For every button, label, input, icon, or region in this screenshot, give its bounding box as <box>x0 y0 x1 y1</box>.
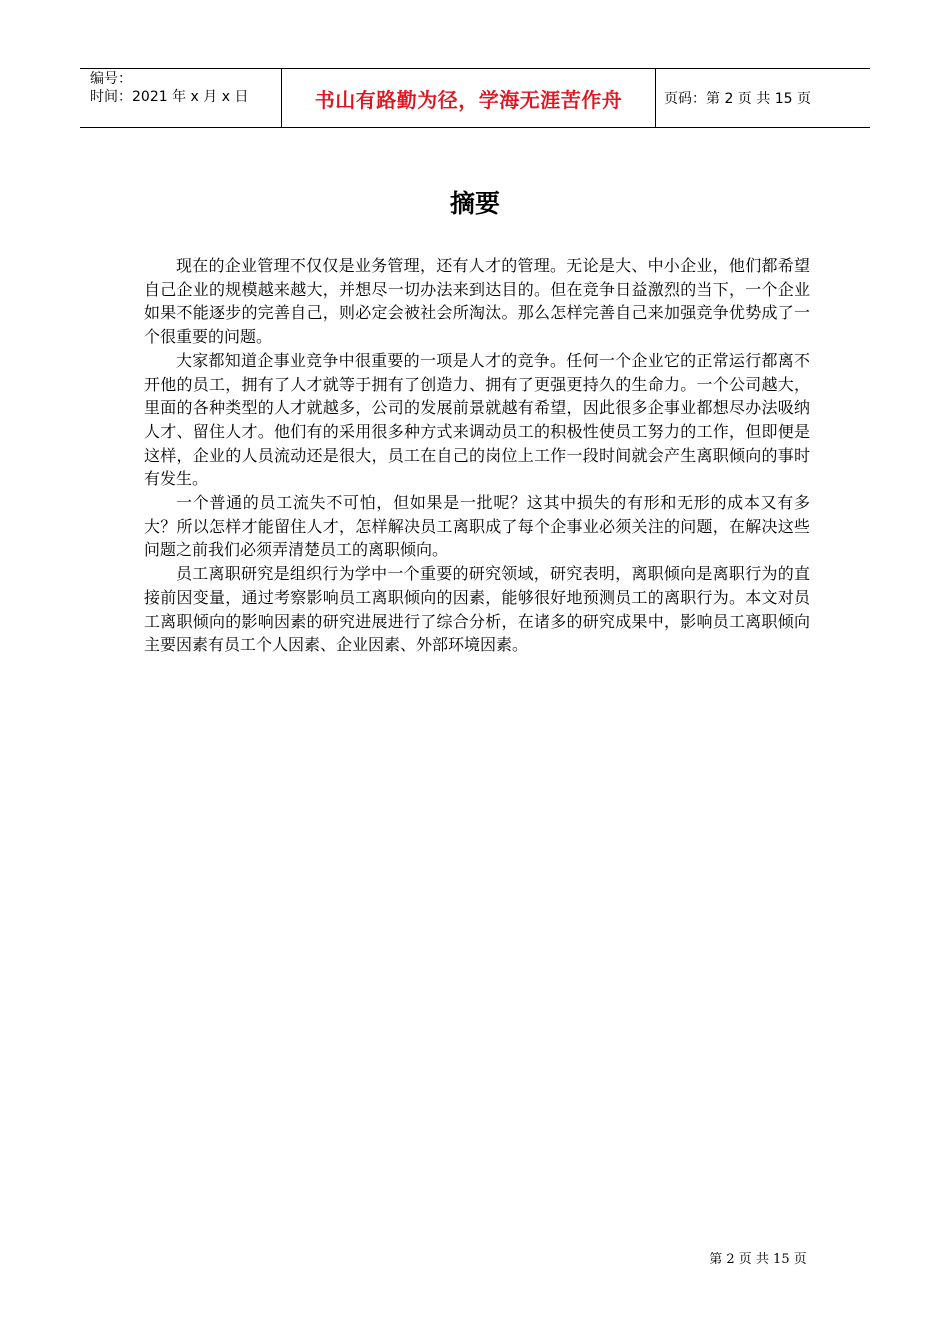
abstract-paragraph: 一个普通的员工流失不可怕，但如果是一批呢？这其中损失的有形和无形的成本又有多大？所以怎样才能留住人才，怎样解决员工离职成了每个企事业必须关注的问题，在解决这些问题之前我们必须弄清楚员工的离职倾向。 <box>144 493 810 560</box>
footer-page-number: 第 2 页 共 15 页 <box>709 1252 807 1267</box>
document-date-label: 时间：2021 年 x 月 x 日 <box>90 89 249 105</box>
abstract-paragraph: 员工离职研究是组织行为学中一个重要的研究领域，研究表明，离职倾向是离职行为的直接前因变量，通过考察影响员工离职倾向的因素，能够很好地预测员工的离职行为。本文对员工离职倾向的影响因素的研究进展进行了综合分析，在诸多的研究成果中，影响员工离职倾向主要因素有员工个人因素、企业因素、外部环境因素。 <box>144 564 810 655</box>
page-title: 摘要 <box>449 189 500 218</box>
header-motto: 书山有路勤为径，学海无涯苦作舟 <box>314 87 623 112</box>
header-meta-cell <box>80 69 282 127</box>
header-page-info: 页码：第 2 页 共 15 页 <box>664 91 811 107</box>
page-header <box>80 68 870 128</box>
document-number-label: 编号： <box>90 71 132 87</box>
abstract-body <box>144 254 810 657</box>
header-motto-cell <box>282 69 656 127</box>
abstract-paragraph: 大家都知道企事业竞争中很重要的一项是人才的竞争。任何一个企业它的正常运行都离不开他的员工，拥有了人才就等于拥有了创造力、拥有了更强更持久的生命力。一个公司越大，里面的各种类型的人才就越多，公司的发展前景就越有希望，因此很多企事业都想尽办法吸纳人才、留住人才。他们有的采用很多种方式来调动员工的积极性使员工努力的工作，但即便是这样，企业的人员流动还是很大，员工在自己的岗位上工作一段时间就会产生离职倾向的事时有发生。 <box>144 350 810 489</box>
page-footer <box>0 1248 950 1267</box>
abstract-paragraph: 现在的企业管理不仅仅是业务管理，还有人才的管理。无论是大、中小企业，他们都希望自己企业的规模越来越大，并想尽一切办法来到达目的。但在竞争日益激烈的当下，一个企业如果不能逐步的完善自己，则必定会被社会所淘汰。那么怎样完善自己来加强竞争优势成了一个很重要的问题。 <box>144 256 810 347</box>
header-page-cell <box>656 69 870 127</box>
